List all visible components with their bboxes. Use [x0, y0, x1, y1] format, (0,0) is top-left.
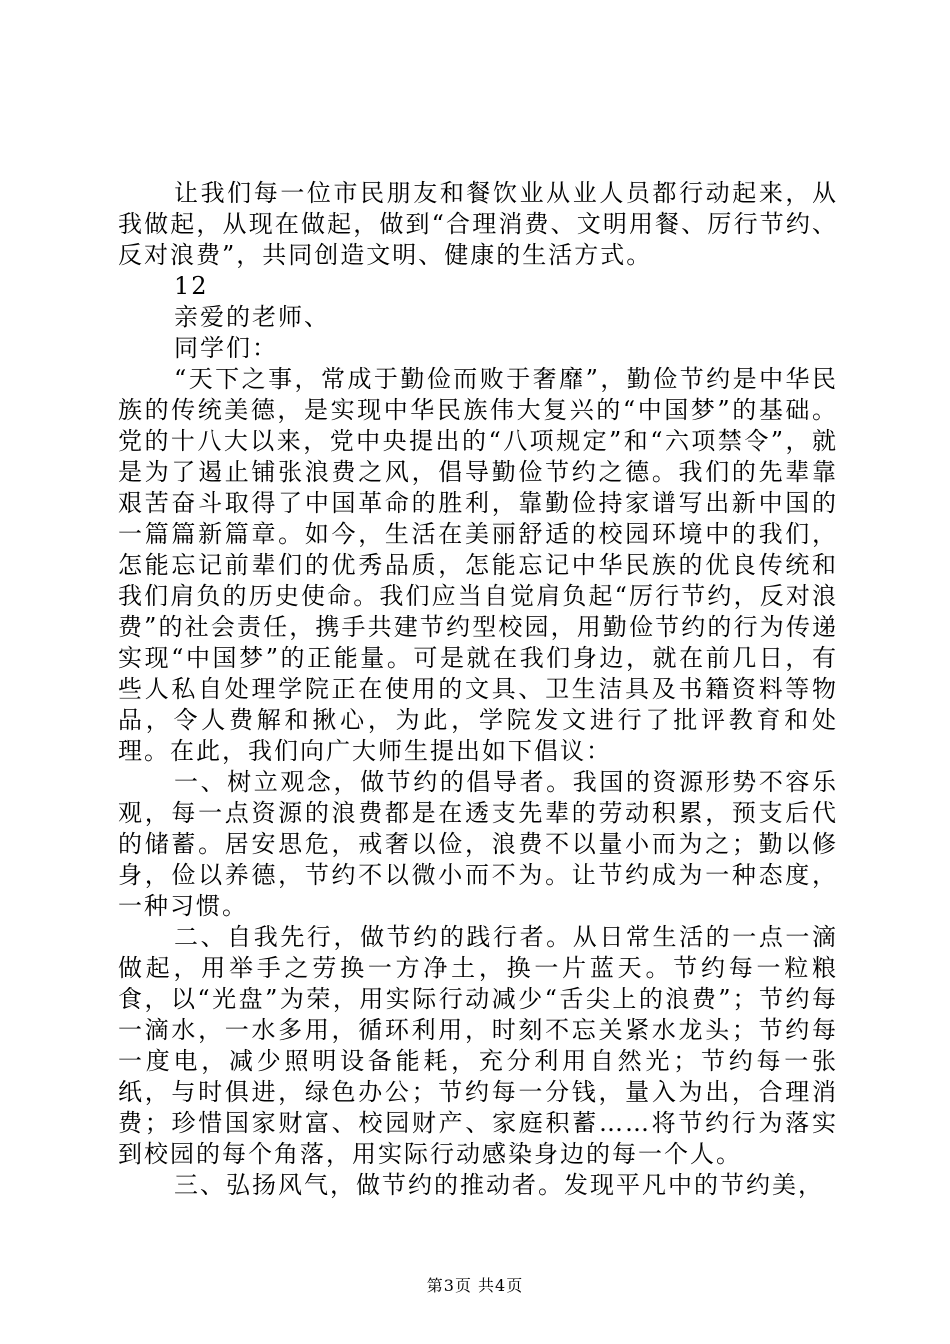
- paragraph: 三、弘扬风气，做节约的推动者。发现平凡中的节约美，: [174, 1171, 824, 1199]
- paragraph: 一、树立观念，做节约的倡导者。我国的资源形势不容乐观，每一点资源的浪费都是在透支先辈的劳动积累，预支后代的储蓄。居安思危，戒奢以俭，浪费不以量小而为之；勤以修身，俭以养德，节约不以微小而不为。让节约成为一种态度，一种习惯。: [118, 768, 838, 920]
- paragraph: 亲爱的老师、: [174, 303, 330, 331]
- paragraph: 同学们：: [174, 334, 278, 362]
- document-body: [118, 178, 838, 1201]
- paragraph: 二、自我先行，做节约的践行者。从日常生活的一点一滴做起，用举手之劳换一方净土，换一片蓝天。节约每一粒粮食，以“光盘”为荣，用实际行动减少“舌尖上的浪费”；节约每一滴水，一水多用，循环利用，时刻不忘关紧水龙头；节约每一度电，减少照明设备能耗，充分利用自然光；节约每一张纸，与时俱进，绿色办公；节约每一分钱，量入为出，合理消费；珍惜国家财富、校园财产、家庭积蓄……将节约行为落实到校园的每个角落，用实际行动感染身边的每一个人。: [118, 923, 838, 1168]
- paragraph: 12: [174, 272, 209, 300]
- page-number-footer: 第3页 共4页: [426, 1276, 524, 1295]
- paragraph: 让我们每一位市民朋友和餐饮业从业人员都行动起来，从我做起，从现在做起，做到“合理消费、文明用餐、厉行节约、反对浪费”，共同创造文明、健康的生活方式。: [118, 179, 838, 269]
- paragraph: “天下之事，常成于勤俭而败于奢靡”，勤俭节约是中华民族的传统美德，是实现中华民族伟大复兴的“中国梦”的基础。党的十八大以来，党中央提出的“八项规定”和“六项禁令”，就是为了遏止铺张浪费之风，倡导勤俭节约之德。我们的先辈靠艰苦奋斗取得了中国革命的胜利，靠勤俭持家谱写出新中国的一篇篇新篇章。如今，生活在美丽舒适的校园环境中的我们，怎能忘记前辈们的优秀品质，怎能忘记中华民族的优良传统和我们肩负的历史使命。我们应当自觉肩负起“厉行节约，反对浪费”的社会责任，携手共建节约型校园，用勤俭节约的行为传递实现“中国梦”的正能量。可是就在我们身边，就在前几日，有些人私自处理学院正在使用的文具、卫生洁具及书籍资料等物品，令人费解和揪心，为此，学院发文进行了批评教育和处理。在此，我们向广大师生提出如下倡议：: [118, 365, 838, 765]
